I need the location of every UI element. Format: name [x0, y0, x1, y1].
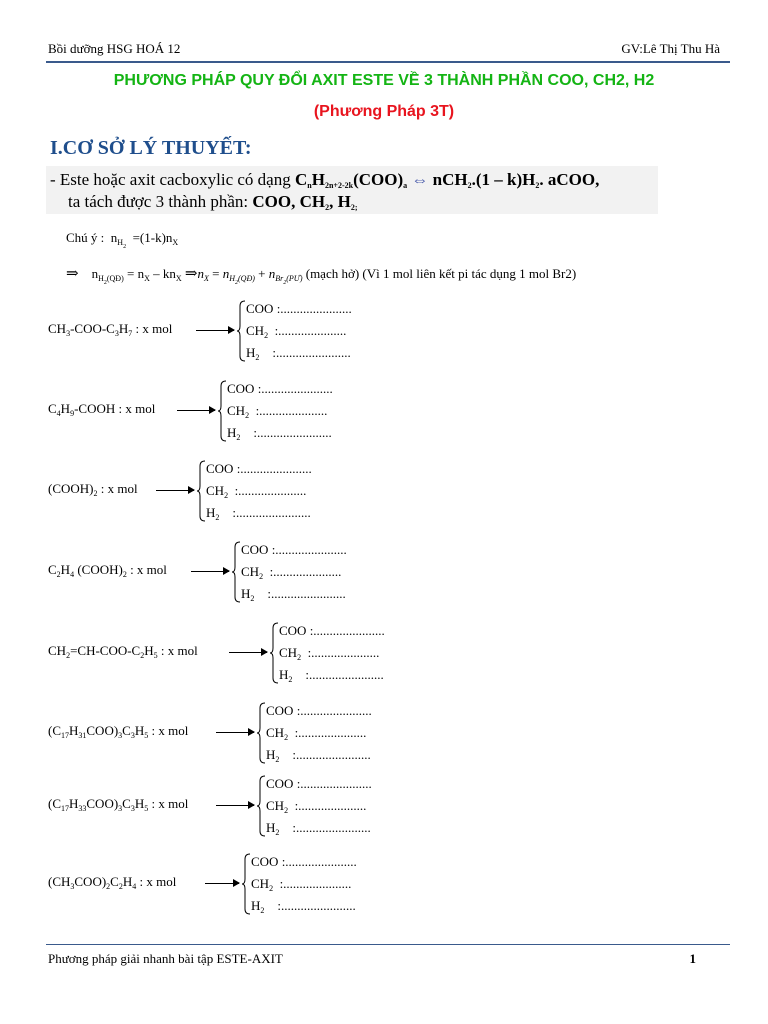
brace-icon [241, 853, 251, 915]
header-left: Bồi dưỡng HSG HOÁ 12 [48, 41, 181, 56]
compound-label: $(C_{17}H_{31}COO)_3C_3H_5$ : x mol [48, 723, 189, 740]
intro-formula: $C_nH_{2n+2-2k}(COO)_a$ ⇔ $nCH_2.(1 - k)H_2$. aCOO, [294, 170, 600, 190]
compound-label: $CH_2=CH-COO-C_2H_5$ : x mol [48, 643, 198, 660]
component-ch2: $CH_2$ :..................... [246, 323, 347, 340]
component-ch2: $CH_2$ :..................... [227, 403, 328, 420]
compound-label: $C_2H_4$ $(COOH)_2$ : x mol [48, 562, 167, 579]
component-h2: $H_2$ :....................... [246, 345, 351, 362]
intro-line-1 [50, 170, 599, 190]
page-number: 1 [689, 951, 696, 966]
intro-line-2 [68, 192, 358, 212]
component-coo: COO :...................... [266, 703, 372, 718]
brace-icon [256, 775, 266, 837]
arrow-icon [216, 732, 254, 733]
note-formula-2: ⇒ $n_{H_2(QĐ)} = n_X - kn_X$ $\Rightarrow n_X = n_{H_2(QĐ)} + n_{Br_2(PƯ)}$ (mạch hở) (Vì 1 mol liên kết pi tác dụng 1 mol Br2) [66, 266, 577, 286]
arrow-icon [216, 805, 254, 806]
component-ch2: $CH_2$ :..................... [266, 798, 367, 815]
component-h2: $H_2$ :....................... [251, 898, 356, 915]
arrow-icon [177, 410, 215, 411]
component-ch2: $CH_2$ :..................... [266, 725, 367, 742]
component-coo: COO :...................... [241, 542, 347, 557]
arrow-icon [196, 330, 234, 331]
section-heading: I.CƠ SỞ LÝ THUYẾT: [50, 137, 252, 159]
arrow-icon [156, 490, 194, 491]
arrow-icon [205, 883, 239, 884]
footer-left: Phương pháp giải nhanh bài tập ESTE-AXIT [48, 951, 283, 966]
component-ch2: $CH_2$ :..................... [206, 483, 307, 500]
intro-line-1-prefix: - Este hoặc axit cacboxylic có dạng [50, 170, 291, 189]
footer-rule [46, 944, 730, 945]
component-ch2: $CH_2$ :..................... [279, 645, 380, 662]
brace-icon [256, 702, 266, 764]
component-coo: COO :...................... [279, 623, 385, 638]
component-coo: COO :...................... [206, 461, 312, 476]
component-h2: $H_2$ :....................... [279, 667, 384, 684]
note-label: Chú ý : [66, 230, 105, 245]
page-title: PHƯƠNG PHÁP QUY ĐỔI AXIT ESTE VỀ 3 THÀNH PHẦN COO, CH2, H2 [113, 72, 655, 89]
compound-label: $(COOH)_2$ : x mol [48, 481, 138, 498]
component-coo: COO :...................... [246, 301, 352, 316]
intro-line-2-components: COO, $CH_2$, $H_{2;}$ [252, 192, 358, 212]
component-ch2: $CH_2$ :..................... [241, 564, 342, 581]
note-formula-2-comment: (mạch hở) (Vì 1 mol liên kết pi tác dụng 1 mol Br2) [305, 266, 577, 281]
arrow-icon [191, 571, 229, 572]
component-h2: $H_2$ :....................... [206, 505, 311, 522]
component-h2: $H_2$ :....................... [266, 747, 371, 764]
compound-label: $CH_3-COO-C_3H_7$ : x mol [48, 321, 173, 338]
header-rule [46, 61, 730, 63]
component-coo: COO :...................... [266, 776, 372, 791]
component-h2: $H_2$ :....................... [266, 820, 371, 837]
arrow-icon [229, 652, 267, 653]
component-coo: COO :...................... [227, 381, 333, 396]
header-right: GV:Lê Thị Thu Hà [621, 41, 720, 56]
component-h2: $H_2$ :....................... [241, 586, 346, 603]
compound-label: $C_4H_9$-COOH : x mol [48, 401, 156, 418]
compound-label: $(C_{17}H_{33}COO)_3C_3H_5$ : x mol [48, 796, 189, 813]
note-formula-1: Chú ý : $n_{H_2} =(1-k)n_X$ [66, 230, 179, 250]
intro-line-2-prefix: ta tách được 3 thành phần: [68, 192, 249, 211]
page-subtitle: (Phương Pháp 3T) [313, 103, 455, 120]
component-h2: $H_2$ :....................... [227, 425, 332, 442]
brace-icon [231, 541, 241, 603]
brace-icon [236, 300, 246, 362]
brace-icon [217, 380, 227, 442]
compound-label: $(CH_3COO)_2C_2H_4$ : x mol [48, 874, 177, 891]
component-ch2: $CH_2$ :..................... [251, 876, 352, 893]
brace-icon [269, 622, 279, 684]
brace-icon [196, 460, 206, 522]
component-coo: COO :...................... [251, 854, 357, 869]
